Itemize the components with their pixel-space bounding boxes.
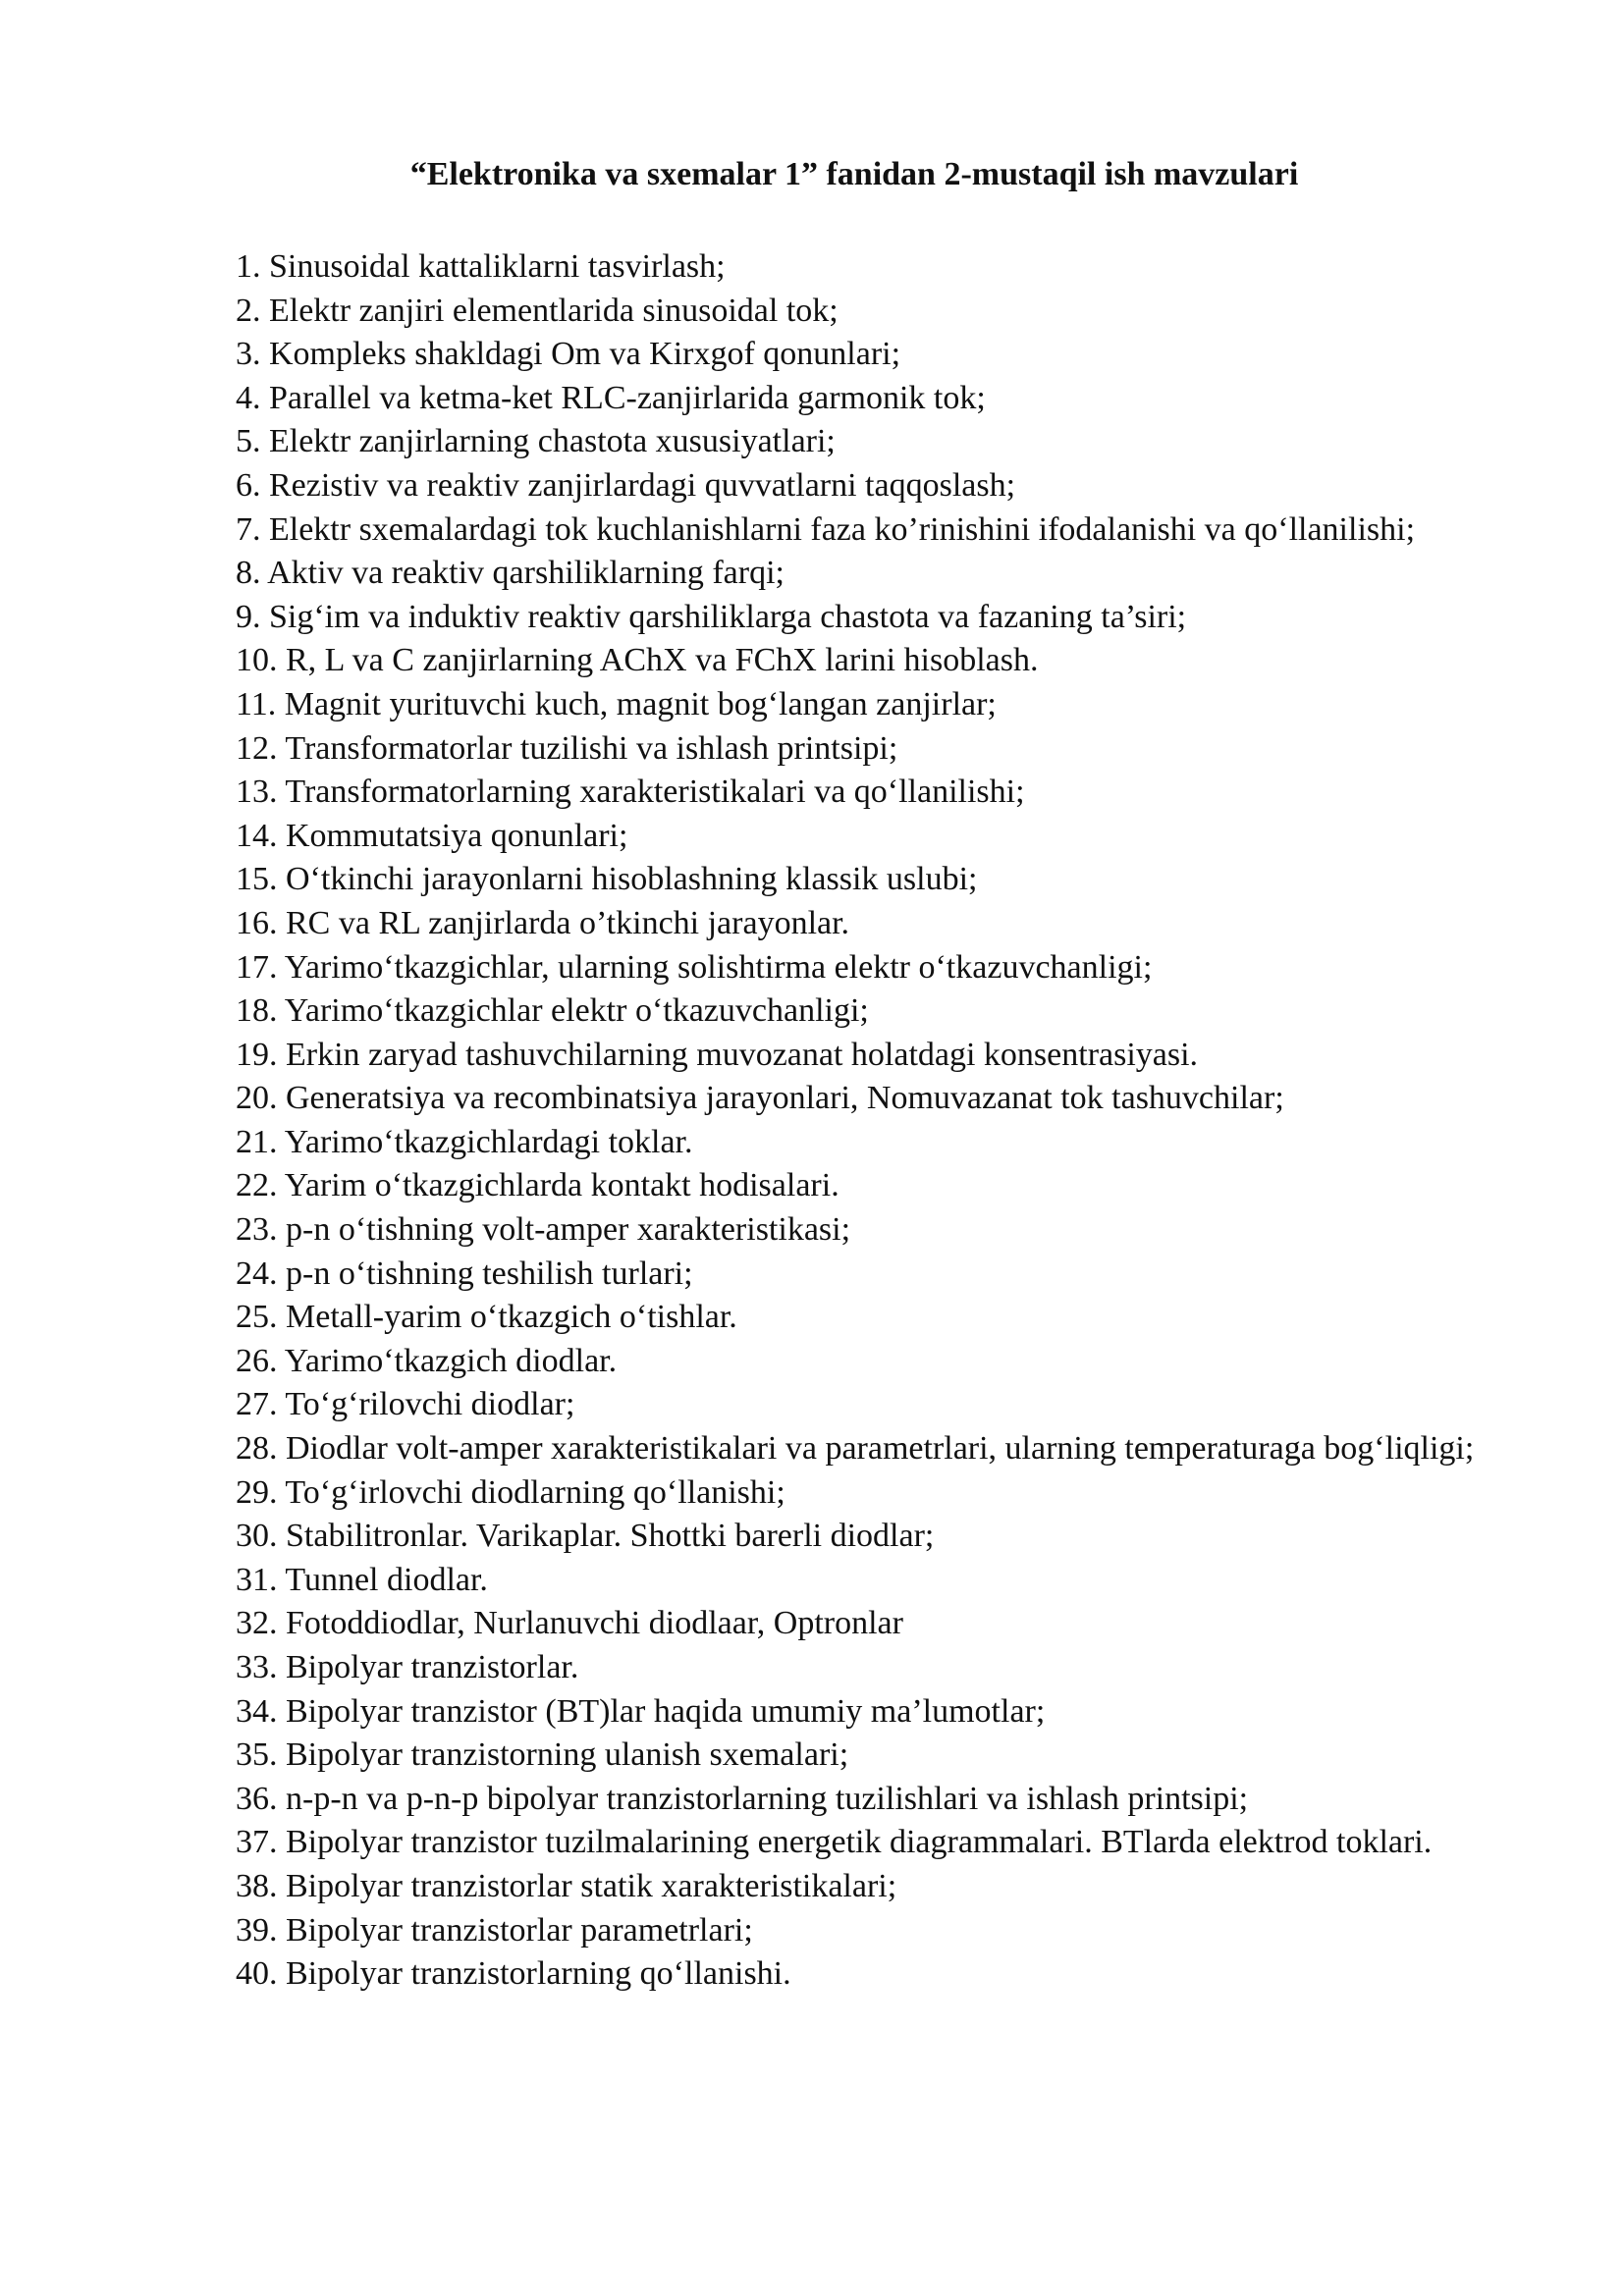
topic-item: 5. Elektr zanjirlarning chastota xususiyatlari; [236, 423, 836, 460]
topic-item: 27. To‘g‘rilovchi diodlar; [236, 1386, 575, 1423]
topic-item: 7. Elektr sxemalardagi tok kuchlanishlarni faza ko’rinishini ifodalanishi va qo‘llanilishi; [236, 510, 1416, 548]
topic-item: 20. Generatsiya va recombinatsiya jarayonlari, Nomuvazanat tok tashuvchilar; [236, 1080, 1284, 1117]
topic-item: 26. Yarimo‘tkazgich diodlar. [236, 1342, 618, 1379]
topic-item: 38. Bipolyar tranzistorlar statik xarakteristikalari; [236, 1867, 897, 1904]
topic-item: 30. Stabilitronlar. Varikaplar. Shottki barerli diodlar; [236, 1518, 935, 1555]
topic-item: 33. Bipolyar tranzistorlar. [236, 1649, 579, 1685]
topic-item: 31. Tunnel diodlar. [236, 1561, 488, 1598]
topic-item: 1. Sinusoidal kattaliklarni tasvirlash; [236, 248, 726, 285]
topic-item: 17. Yarimo‘tkazgichlar, ularning solishtirma elektr o‘tkazuvchanligi; [236, 948, 1153, 986]
topic-item: 36. n-p-n va p-n-p bipolyar tranzistorlarning tuzilishlari va ishlash printsipi; [236, 1780, 1249, 1817]
topic-item: 29. To‘g‘irlovchi diodlarning qo‘llanishi; [236, 1473, 785, 1511]
topic-item: 39. Bipolyar tranzistorlar parametrlari; [236, 1911, 753, 1949]
topic-item: 21. Yarimo‘tkazgichlardagi toklar. [236, 1123, 693, 1160]
topic-item: 15. O‘tkinchi jarayonlarni hisoblashning klassik uslubi; [236, 861, 978, 898]
topic-item: 32. Fotoddiodlar, Nurlanuvchi diodlaar, Optronlar [236, 1605, 903, 1642]
topic-item: 40. Bipolyar tranzistorlarning qo‘llanishi. [236, 1955, 791, 1993]
topic-list [236, 245, 1520, 1997]
topic-item: 18. Yarimo‘tkazgichlar elektr o‘tkazuvchanligi; [236, 992, 869, 1030]
topic-item: 24. p-n o‘tishning teshilish turlari; [236, 1255, 693, 1292]
topic-item: 9. Sig‘im va induktiv reaktiv qarshiliklarga chastota va fazaning ta’siri; [236, 598, 1187, 635]
topic-item: 37. Bipolyar tranzistor tuzilmalarining energetik diagrammalari. BTlarda elektrod toklari. [236, 1824, 1433, 1861]
topic-item: 4. Parallel va ketma-ket RLC-zanjirlarida garmonik tok; [236, 379, 986, 416]
topic-item: 25. Metall-yarim o‘tkazgich o‘tishlar. [236, 1299, 737, 1336]
topic-item: 11. Magnit yurituvchi kuch, magnit bog‘langan zanjirlar; [236, 685, 997, 722]
topic-item: 2. Elektr zanjiri elementlarida sinusoidal tok; [236, 292, 839, 329]
topic-item: 8. Aktiv va reaktiv qarshiliklarning farqi; [236, 555, 785, 592]
topic-item: 28. Diodlar volt-amper xarakteristikalari va parametrlari, ularning temperaturaga bog‘liqligi; [236, 1430, 1475, 1468]
topic-item: 16. RC va RL zanjirlarda o’tkinchi jarayonlar. [236, 904, 850, 941]
topic-item: 12. Transformatorlar tuzilishi va ishlash printsipi; [236, 729, 898, 767]
topic-item: 10. R, L va C zanjirlarning AChX va FChX larini hisoblash. [236, 642, 1039, 679]
topic-item: 14. Kommutatsiya qonunlari; [236, 817, 628, 854]
topic-item: 19. Erkin zaryad tashuvchilarning muvozanat holatdagi konsentrasiyasi. [236, 1036, 1199, 1073]
topic-item: 3. Kompleks shakldagi Om va Kirxgof qonunlari; [236, 336, 901, 373]
topic-item: 6. Rezistiv va reaktiv zanjirlardagi quvvatlarni taqqoslash; [236, 466, 1016, 504]
topic-item: 35. Bipolyar tranzistorning ulanish sxemalari; [236, 1736, 849, 1774]
document-title: “Elektronika va sxemalar 1” fanidan 2-mustaqil ish mavzulari [409, 156, 1299, 192]
topic-item: 22. Yarim o‘tkazgichlarda kontakt hodisalari. [236, 1167, 839, 1204]
topic-item: 34. Bipolyar tranzistor (BT)lar haqida umumiy ma’lumotlar; [236, 1692, 1046, 1730]
topic-item: 13. Transformatorlarning xarakteristikalari va qo‘llanilishi; [236, 774, 1025, 811]
topic-item: 23. p-n o‘tishning volt-amper xarakteristikasi; [236, 1211, 851, 1249]
